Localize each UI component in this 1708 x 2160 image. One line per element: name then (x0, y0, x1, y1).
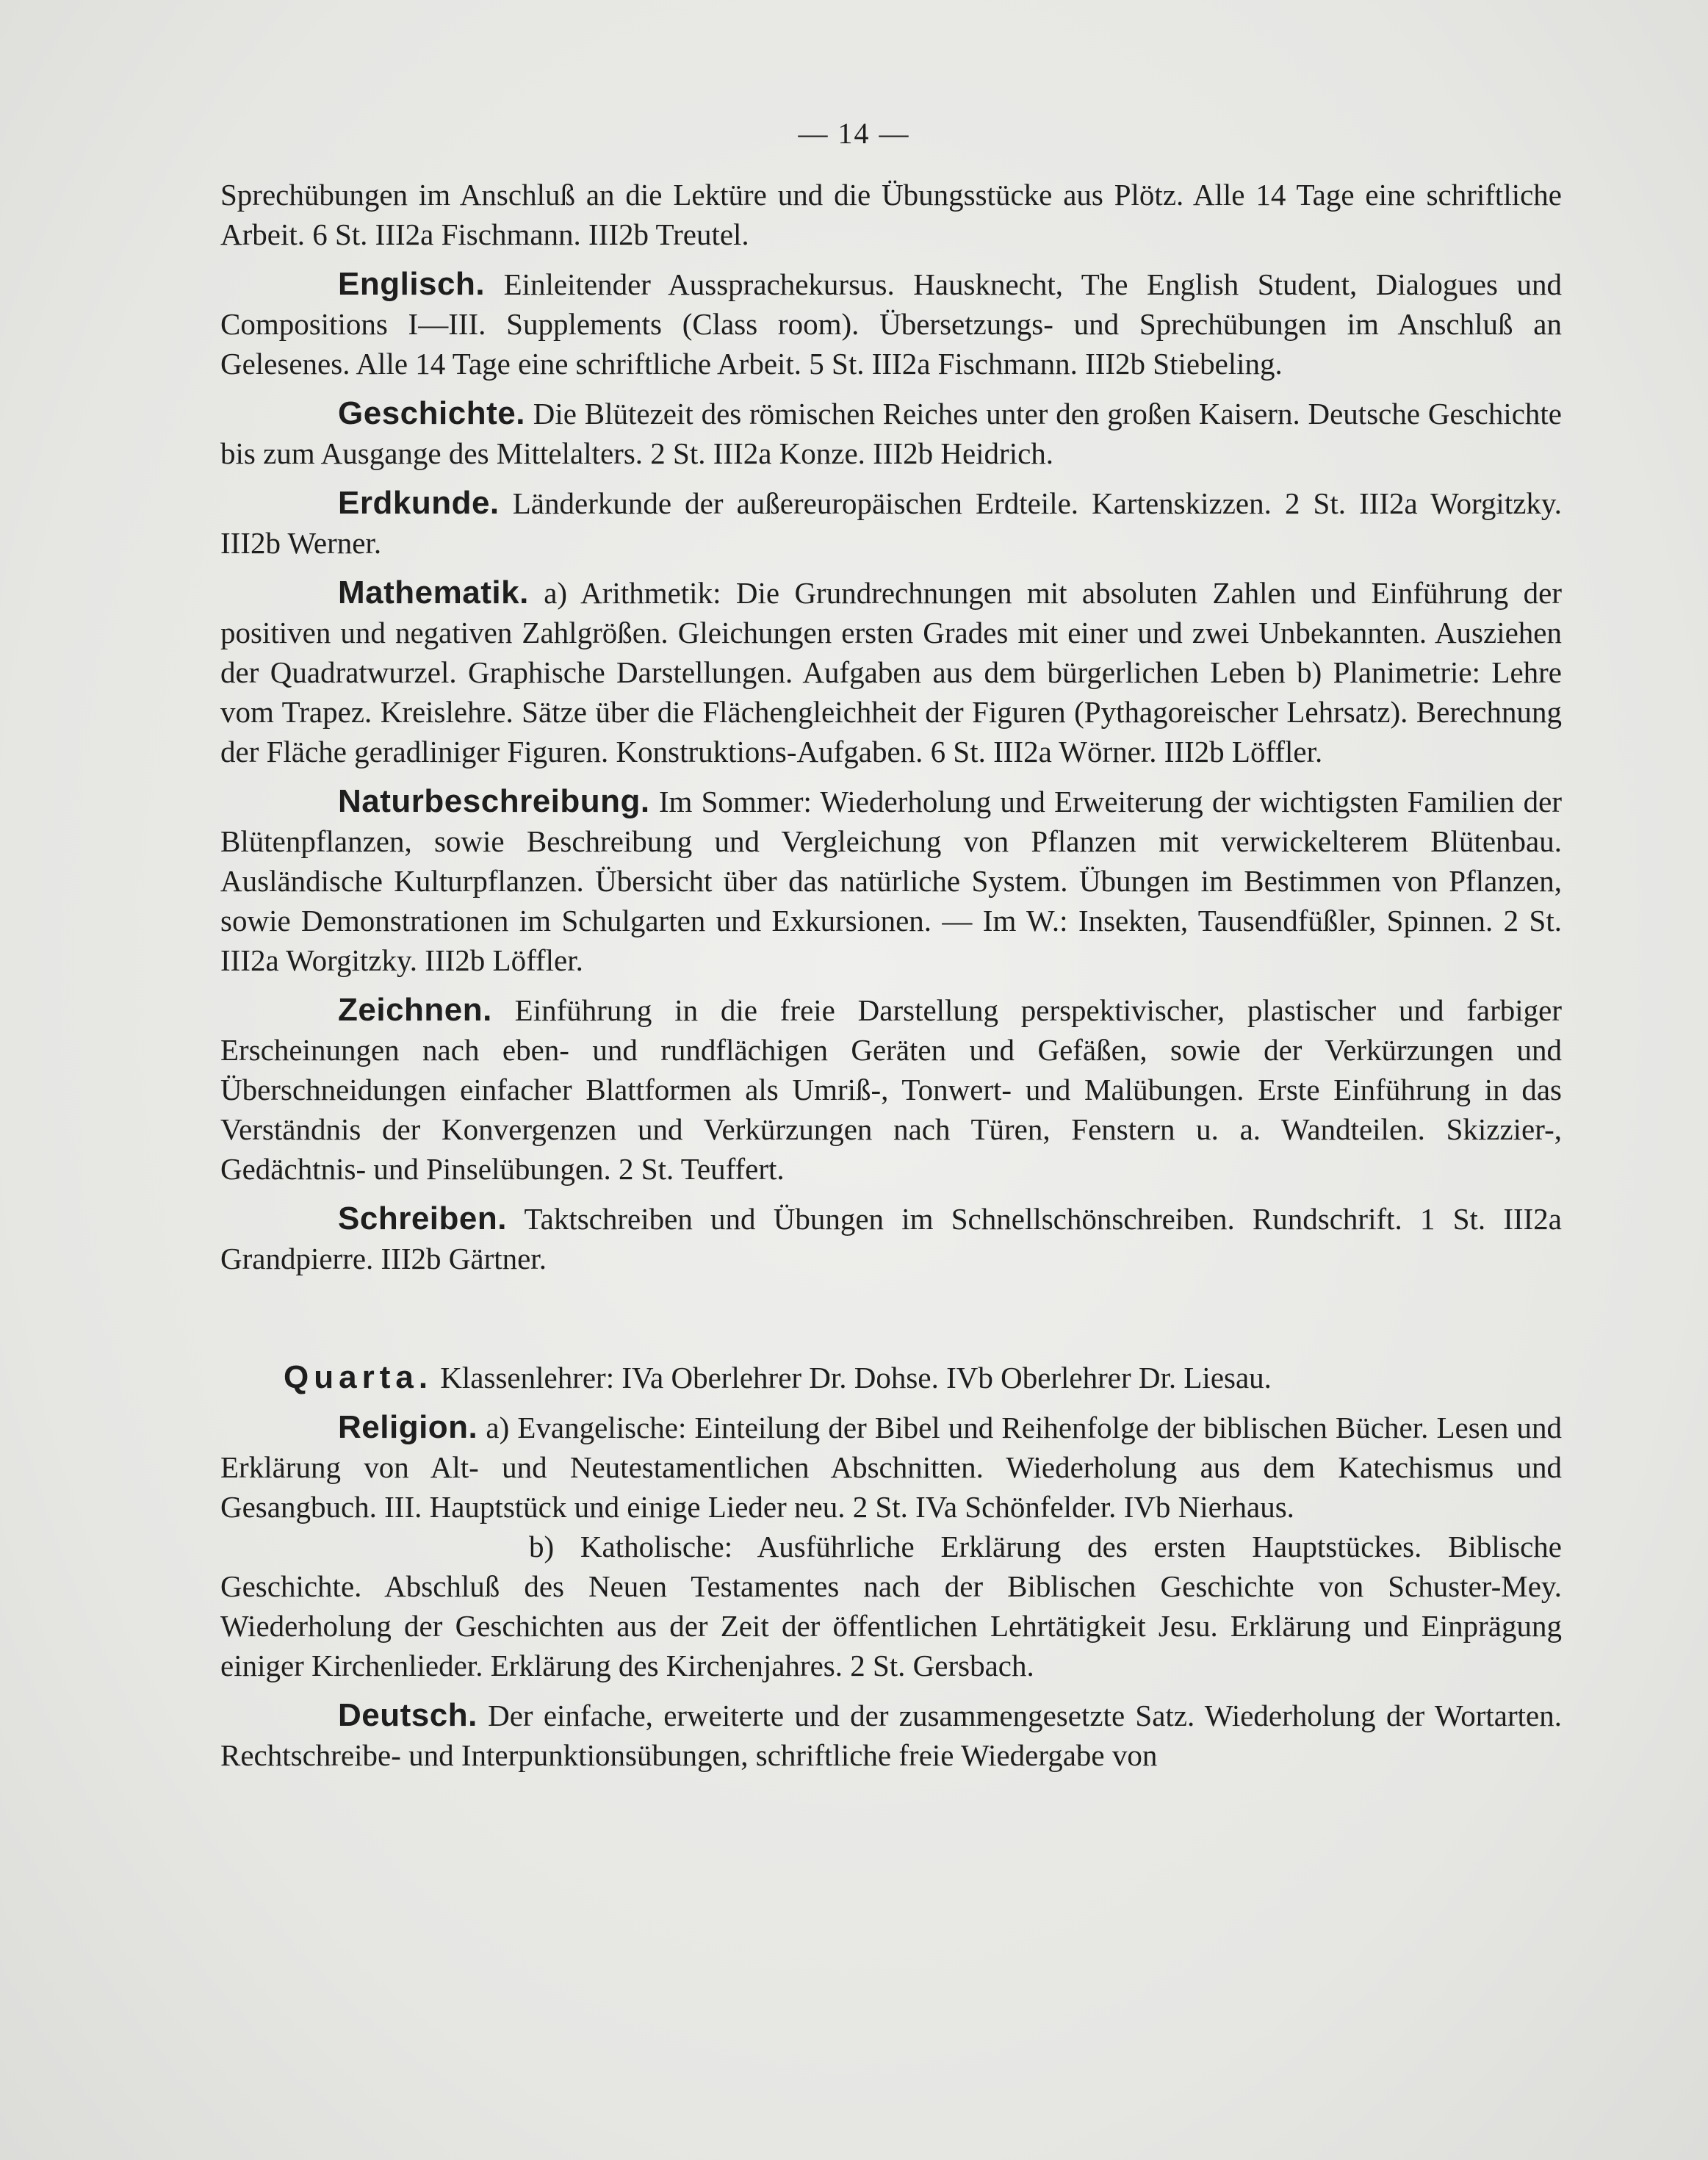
quarta-section (220, 1358, 1562, 1397)
heading-deutsch: Deutsch. (338, 1697, 478, 1733)
subject-mathematik (220, 573, 1562, 771)
text-englisch: Einleitender Aussprachekursus. Hausknecht, The English Student, Dialogues und Compositions I—III. Supplements (Class room). Übersetzungs- und Sprechübungen im Anschluß an Gelesenes. Alle 14 Tage eine schriftliche Arbeit. 5 St. III2a Fischmann. III2b Stiebeling. (220, 267, 1562, 381)
heading-englisch: Englisch. (338, 266, 486, 302)
page-number: — 14 — (798, 117, 910, 150)
subject-religion (220, 1408, 1562, 1527)
subject-geschichte (220, 394, 1562, 473)
heading-zeichnen: Zeichnen. (338, 992, 492, 1028)
document-body (220, 175, 1562, 1775)
text-zeichnen: Einführung in die freie Darstellung perspektivischer, plastischer und farbiger Erscheinungen nach eben- und rundflächigen Geräten und Gefäßen, sowie der Verkürzungen und Überschneidungen einfacher Blattformen als Umriß-, Tonwert- und Malübungen. Erste Einführung in das Verständnis der Konvergenzen und Verkürzungen nach Türen, Fenstern u. a. Wandteilen. Skizzier-, Gedächtnis- und Pinselübungen. 2 St. Teuffert. (220, 993, 1562, 1186)
heading-naturbeschreibung: Naturbeschreibung. (338, 783, 650, 819)
heading-quarta: Quarta. (284, 1359, 433, 1395)
subject-schreiben (220, 1199, 1562, 1278)
text-religion-katholisch: b) Katholische: Ausführliche Erklärung des ersten Hauptstückes. Biblische Geschichte. Abschluß des Neuen Testamentes nach der Biblischen Geschichte von Schuster-Mey. Wiederholung der Geschichten aus der Zeit der öffentlichen Lehrtätigkeit Jesu. Erklärung und Einprägung einiger Kirchenlieder. Erklärung des Kirchenjahres. 2 St. Gersbach. (220, 1530, 1562, 1682)
subject-deutsch (220, 1696, 1562, 1775)
subject-zeichnen (220, 990, 1562, 1189)
heading-mathematik: Mathematik. (338, 575, 529, 611)
heading-religion: Religion. (338, 1409, 478, 1445)
heading-geschichte: Geschichte. (338, 395, 525, 431)
intro-text: Sprechübungen im Anschluß an die Lektüre und die Übungsstücke aus Plötz. Alle 14 Tage eine schriftliche Arbeit. 6 St. III2a Fischmann. III2b Treutel. (220, 178, 1562, 251)
text-religion-evangelisch: a) Evangelische: Einteilung der Bibel und Reihenfolge der biblischen Bücher. Lesen und Erklärung von Alt- und Neutestamentlichen Abschnitten. Wiederholung aus dem Katechismus und Gesangbuch. III. Hauptstück und einige Lieder neu. 2 St. IVa Schönfelder. IVb Nierhaus. (220, 1411, 1562, 1524)
intro-paragraph (220, 175, 1562, 254)
text-quarta: Klassenlehrer: IVa Oberlehrer Dr. Dohse. IVb Oberlehrer Dr. Liesau. (440, 1361, 1272, 1394)
text-naturbeschreibung: Im Sommer: Wiederholung und Erweiterung der wichtigsten Familien der Blütenpflanzen, sowie Beschreibung und Vergleichung von Pflanzen mit verwickelterem Blütenbau. Ausländische Kulturpflanzen. Übersicht über das natürliche System. Übungen im Bestimmen von Pflanzen, sowie Demonstrationen im Schulgarten und Exkursionen. — Im W.: Insekten, Tausendfüßler, Spinnen. 2 St. III2a Worgitzky. III2b Löffler. (220, 785, 1562, 977)
text-mathematik: a) Arithmetik: Die Grundrechnungen mit absoluten Zahlen und Einführung der positiven und negativen Zahlgrößen. Gleichungen ersten Grades mit einer und zwei Unbekannten. Ausziehen der Quadratwurzel. Graphische Darstellungen. Aufgaben aus dem bürgerlichen Leben b) Planimetrie: Lehre vom Trapez. Kreislehre. Sätze über die Flächengleichheit der Figuren (Pythagoreischer Lehrsatz). Berechnung der Fläche geradliniger Figuren. Konstruktions-Aufgaben. 6 St. III2a Wörner. III2b Löffler. (220, 576, 1562, 768)
text-deutsch: Der einfache, erweiterte und der zusammengesetzte Satz. Wiederholung der Wortarten. Rechtschreibe- und Interpunktionsübungen, schriftliche freie Wiedergabe von (220, 1699, 1562, 1772)
subject-englisch (220, 264, 1562, 384)
text-schreiben: Taktschreiben und Übungen im Schnellschönschreiben. Rundschrift. 1 St. III2a Grandpierre. III2b Gärtner. (220, 1202, 1563, 1275)
subject-religion-katholisch (220, 1527, 1562, 1685)
subject-erdkunde (220, 483, 1562, 563)
text-geschichte: Die Blütezeit des römischen Reiches unter den großen Kaisern. Deutsche Geschichte bis zum Ausgange des Mittelalters. 2 St. III2a Konze. III2b Heidrich. (220, 397, 1562, 470)
heading-erdkunde: Erdkunde. (338, 485, 500, 521)
text-erdkunde: Länderkunde der außereuropäischen Erdteile. Kartenskizzen. 2 St. III2a Worgitzky. III2b Werner. (220, 486, 1562, 560)
heading-schreiben: Schreiben. (338, 1200, 507, 1236)
subject-naturbeschreibung (220, 782, 1562, 980)
